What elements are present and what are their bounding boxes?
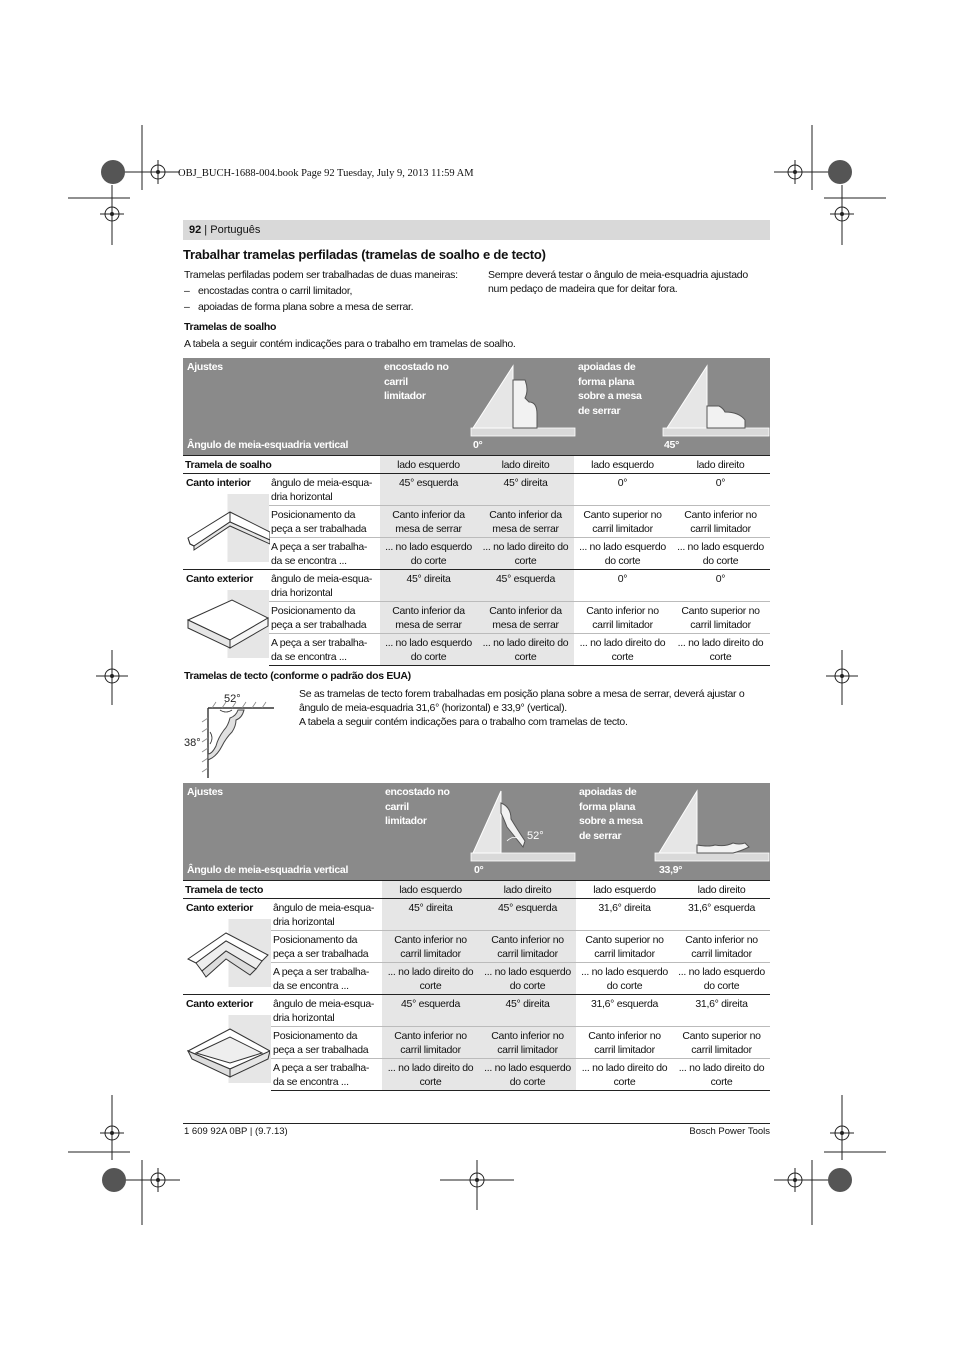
table-row [183,963,770,995]
group-cell [183,570,269,666]
table-cell: Canto superior no carril limitador [574,506,671,538]
table-row [183,899,770,931]
column-side-label: lado direito [477,456,574,474]
intro-left [184,268,479,314]
table-cell: ... no lado esquerdo do corte [671,538,770,570]
table-cell: 45° direita [477,474,574,506]
col-b-line: de serrar [578,404,621,417]
table-cell: Canto superior no carril limitador [671,602,770,634]
fig-angle-top: 52° [224,693,241,705]
table-cell: Canto superior no carril limitador [576,931,673,963]
row-label: ângulo de meia-esqua-dria horizontal [269,570,380,602]
table-cell: Canto inferior no carril limitador [671,506,770,538]
fig-angle: 52° [527,830,544,842]
angle-a: 0° [474,864,484,876]
column-side-label: lado direito [479,881,576,899]
table2-header [183,783,770,880]
page-bar-separator: | [201,224,211,236]
row-head: Tramela de tecto [183,881,382,899]
col-b-label [579,785,643,843]
crown-inner-corner-figure [186,919,270,983]
table-cell: Canto inferior da mesa de serrar [477,602,574,634]
table-cell: 45° esquerda [479,899,576,931]
table-cell: ... no lado direito do corte [477,634,574,666]
section-title: Trabalhar tramelas perfiladas (tramelas de soalho e de tecto) [183,247,546,262]
bullet-dash: – [184,301,190,313]
table-cell: 31,6° esquerda [673,899,770,931]
angle-b: 45° [664,439,679,451]
col-a-label [384,360,449,404]
crown-molding-figure [182,688,282,780]
intro-right-line-2: num pedaço de madeira que for deitar fora. [488,283,678,295]
flat-crown-figure [653,787,771,863]
angle-b: 33,9° [659,864,683,876]
table-row [183,634,770,666]
crown-outer-corner-figure [186,1015,270,1079]
table-cell: Canto inferior no carril limitador [576,1027,673,1059]
table-cell: 0° [574,570,671,602]
col-b-line: sobre a mesa [578,390,642,402]
table-cell: 45° esquerda [477,570,574,602]
table-tecto [183,880,770,1091]
group-name: Canto exterior [186,902,253,914]
col-b-line: sobre a mesa [579,815,643,827]
table-cell: ... no lado esquerdo do corte [380,634,477,666]
table-cell: ... no lado esquerdo do corte [574,538,671,570]
table-cell: ... no lado esquerdo do corte [380,538,477,570]
table-cell: 0° [671,474,770,506]
group-name: Canto interior [186,477,251,489]
table-cell: 0° [574,474,671,506]
table-subheader-row [183,456,770,474]
tecto-text-line: ângulo de meia-esquadria 31,6° (horizontal) e 33,9° (vertical). [299,702,567,714]
subheading-tecto: Tramelas de tecto (conforme o padrão dos EUA) [184,670,411,682]
table-cell: Canto superior no carril limitador [673,1027,770,1059]
intro-line: Tramelas perfiladas podem ser trabalhadas de duas maneiras: [184,269,458,281]
footer-rule [183,1123,770,1124]
fence-crown-figure [467,787,577,863]
table-row [183,570,770,602]
col-b-line: forma plana [578,375,635,388]
table-cell: ... no lado esquerdo do corte [576,963,673,995]
intro-right [488,268,770,296]
table-cell: 0° [671,570,770,602]
table-cell: ... no lado direito do corte [574,634,671,666]
inner-corner-figure [186,494,270,558]
row-label: A peça a ser trabalha-da se encontra ... [271,1059,382,1091]
group-cell [183,474,269,570]
group-cell [183,995,271,1091]
col-b-line: apoiadas de [578,361,636,373]
intro-bullet-1: encostadas contra o carril limitador, [198,285,353,297]
table-cell: ... no lado direito do corte [673,1059,770,1091]
table-row [183,995,770,1027]
col-b-line: de serrar [579,829,622,842]
table-cell: Canto inferior no carril limitador [673,931,770,963]
col-b-line: forma plana [579,800,636,813]
table-cell: ... no lado esquerdo do corte [479,1059,576,1091]
col-a-line: limitador [385,815,427,827]
ajustes-label: Ajustes [187,786,223,798]
table-row [183,474,770,506]
angle-a: 0° [473,439,483,451]
row-label: Posicionamento da peça a ser trabalhada [271,1027,382,1059]
column-side-label: lado direito [673,881,770,899]
ajustes-label: Ajustes [187,361,223,373]
row-label: Posicionamento da peça a ser trabalhada [269,506,380,538]
table-cell: Canto inferior da mesa de serrar [380,506,477,538]
vertical-angle-label: Ângulo de meia-esquadria vertical [187,864,349,876]
row-label: A peça a ser trabalha-da se encontra ... [269,634,380,666]
subheading-soalho: Tramelas de soalho [184,321,277,333]
column-side-label: lado esquerdo [382,881,479,899]
row-head: Tramela de soalho [183,456,380,474]
column-side-label: lado direito [671,456,770,474]
outer-corner-figure [186,590,270,654]
tecto-text [299,687,770,729]
fence-profile-figure [467,362,577,438]
table-row [183,1059,770,1091]
footer-left: 1 609 92A 0BP | (9.7.13) [184,1126,288,1137]
table-cell: Canto inferior no carril limitador [479,1027,576,1059]
row-label: Posicionamento da peça a ser trabalhada [271,931,382,963]
table-row [183,1027,770,1059]
table-cell: 45° direita [380,570,477,602]
fig-angle-left: 38° [184,737,201,749]
table-soalho [183,455,770,666]
table-cell: Canto inferior no carril limitador [574,602,671,634]
table-cell: ... no lado direito do corte [671,634,770,666]
table-cell: Canto inferior da mesa de serrar [477,506,574,538]
column-side-label: lado esquerdo [576,881,673,899]
table-cell: 45° esquerda [382,995,479,1027]
row-label: A peça a ser trabalha-da se encontra ... [271,963,382,995]
col-a-line: encostado no [385,786,450,798]
intro-right-line-1: Sempre deverá testar o ângulo de meia-esquadria ajustado [488,269,748,281]
group-name: Canto exterior [186,573,253,585]
table-cell: 45° direita [479,995,576,1027]
col-a-line: limitador [384,390,426,402]
footer-right: Bosch Power Tools [689,1126,770,1137]
table-cell: 31,6° direita [576,899,673,931]
row-label: ângulo de meia-esqua-dria horizontal [269,474,380,506]
table-cell: 45° direita [382,899,479,931]
col-a-line: carril [385,800,409,813]
col-a-line: encostado no [384,361,449,373]
table1-header [183,358,770,455]
table-subheader-row [183,881,770,899]
row-label: A peça a ser trabalha-da se encontra ... [269,538,380,570]
col-a-line: carril [384,375,408,388]
table-cell: ... no lado direito do corte [382,1059,479,1091]
soalho-text: A tabela a seguir contém indicações para o trabalho em tramelas de soalho. [184,338,516,350]
page-number: 92 [189,224,202,236]
table-cell: Canto inferior no carril limitador [382,1027,479,1059]
table-cell: ... no lado esquerdo do corte [479,963,576,995]
table-row [183,506,770,538]
col-a-label [385,785,450,829]
table-cell: Canto inferior no carril limitador [382,931,479,963]
page-header-bar [183,220,770,240]
row-label: ângulo de meia-esqua-dria horizontal [271,995,382,1027]
table-cell: 45° esquerda [380,474,477,506]
table-row [183,602,770,634]
table-cell: ... no lado esquerdo do corte [673,963,770,995]
table-cell: 31,6° esquerda [576,995,673,1027]
table-row [183,931,770,963]
tecto-text-line: Se as tramelas de tecto forem trabalhadas em posição plana sobre a mesa de serrar, deverá ajustar o [299,688,745,700]
table-cell: ... no lado direito do corte [576,1059,673,1091]
col-b-line: apoiadas de [579,786,637,798]
vertical-angle-label: Ângulo de meia-esquadria vertical [187,439,349,451]
flat-profile-figure [661,362,771,438]
column-side-label: lado esquerdo [574,456,671,474]
row-label: ângulo de meia-esqua-dria horizontal [271,899,382,931]
column-side-label: lado esquerdo [380,456,477,474]
print-header: OBJ_BUCH-1688-004.book Page 92 Tuesday, July 9, 2013 11:59 AM [178,168,474,179]
intro-bullet-2: apoiadas de forma plana sobre a mesa de serrar. [198,301,414,313]
bullet-dash: – [184,285,190,297]
table-cell: ... no lado direito do corte [477,538,574,570]
page-language: Português [210,224,261,236]
table-row [183,538,770,570]
group-cell [183,899,271,995]
table-cell: Canto inferior da mesa de serrar [380,602,477,634]
table-cell: 31,6° direita [673,995,770,1027]
col-b-label [578,360,642,418]
group-name: Canto exterior [186,998,253,1010]
table-cell: Canto inferior no carril limitador [479,931,576,963]
tecto-text-line: A tabela a seguir contém indicações para o trabalho com tramelas de tecto. [299,716,628,728]
table-cell: ... no lado direito do corte [382,963,479,995]
row-label: Posicionamento da peça a ser trabalhada [269,602,380,634]
